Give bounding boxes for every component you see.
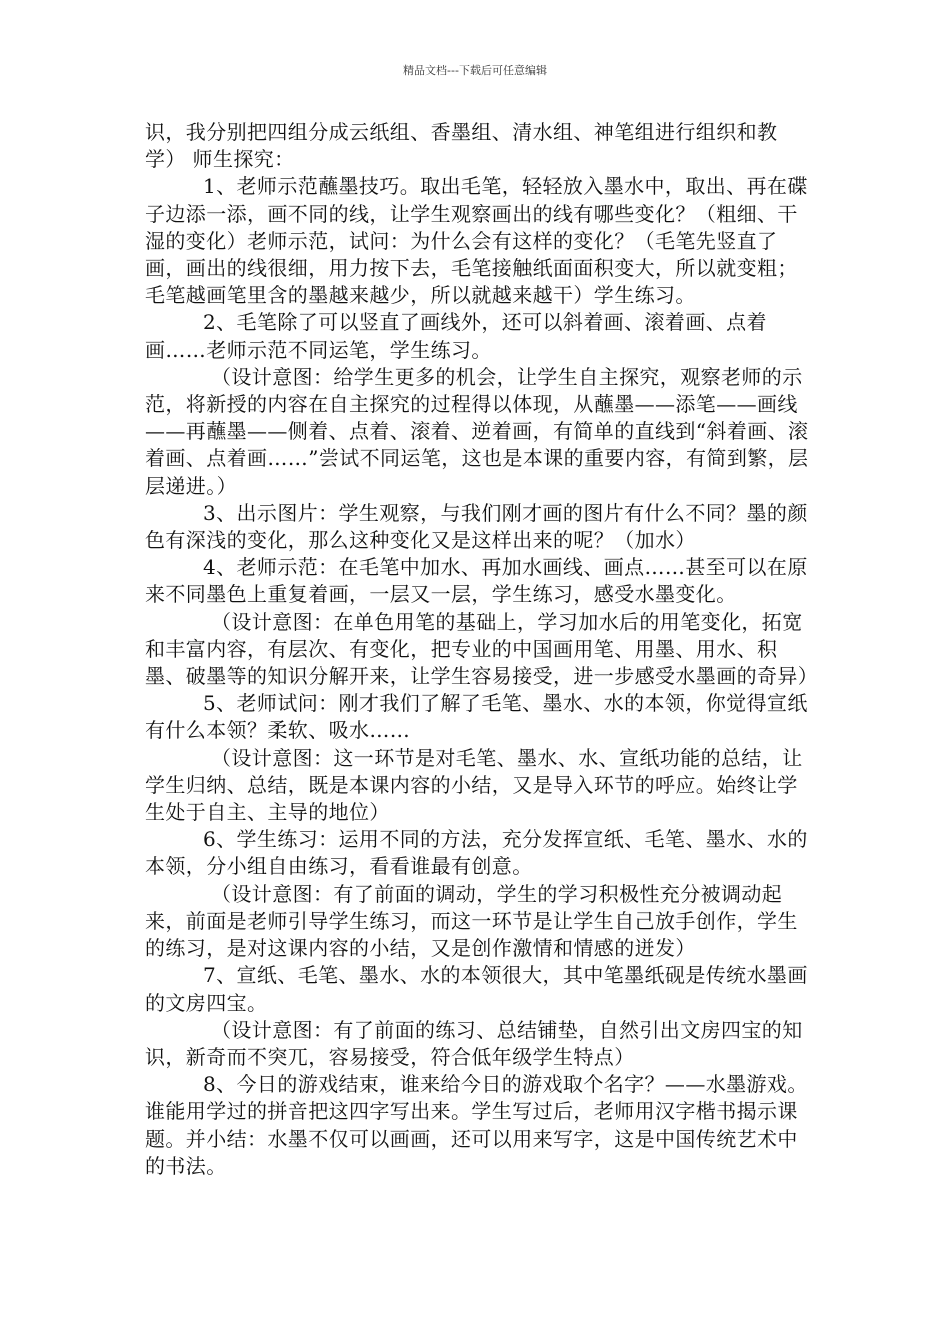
paragraph-step-4: 4、老师示范：在毛笔中加水、再加水画线、画点……甚至可以在原来不同墨色上重复着画，一层又一层，学生练习，感受水墨变化。 [145, 555, 808, 607]
paragraph-design-intent-2: （设计意图：在单色用笔的基础上，学习加水后的用笔变化，拓宽和丰富内容，有层次、有变化，把专业的中国画用笔、用墨、用水、积墨、破墨等的知识分解开来，让学生容易接受，进一步感受水墨画的奇异） [145, 609, 819, 689]
paragraph-design-intent-3: （设计意图：这一环节是对毛笔、墨水、水、宣纸功能的总结，让学生归纳、总结，既是本课内容的小结，又是导入环节的呼应。始终让学生处于自主、主导的地位） [145, 745, 803, 825]
paragraph-step-7: 7、宣纸、毛笔、墨水、水的本领很大，其中笔墨纸砚是传统水墨画的文房四宝。 [145, 963, 808, 1015]
paragraph-step-1: 1、老师示范蘸墨技巧。取出毛笔，轻轻放入墨水中，取出、再在碟子边添一添，画不同的线，让学生观察画出的线有哪些变化？（粗细、干湿的变化）老师示范，试问：为什么会有这样的变化？（毛笔先竖直了画，画出的线很细，用力按下去，毛笔接触纸面面积变大，所以就变粗；毛笔越画笔里含的墨越来越少，所以就越来越干）学生练习。 [145, 174, 808, 308]
paragraph-design-intent-4: （设计意图：有了前面的调动，学生的学习积极性充分被调动起来，前面是老师引导学生练习，而这一环节是让学生自己放手创作，学生的练习，是对这课内容的小结，又是创作激情和情感的迸发） [145, 881, 798, 961]
paragraph-step-6: 6、学生练习：运用不同的方法，充分发挥宣纸、毛笔、墨水、水的本领，分小组自由练习，看看谁最有创意。 [145, 827, 808, 879]
document-body [145, 119, 819, 1180]
paragraph-design-intent-1: （设计意图：给学生更多的机会，让学生自主探究，观察老师的示范，将新授的内容在自主探究的过程得以体现，从蘸墨——添笔——画线——再蘸墨——侧着、点着、滚着、逆着画，有简单的直线到“斜着画、滚着画、点着画……”尝试不同运笔，这也是本课的重要内容，有简到繁，层层递进。） [145, 364, 809, 498]
paragraph-step-2: 2、毛笔除了可以竖直了画线外，还可以斜着画、滚着画、点着画……老师示范不同运笔，学生练习。 [145, 310, 767, 362]
paragraph-continuation: 识，我分别把四组分成云纸组、香墨组、清水组、神笔组进行组织和教学） 师生探究： [145, 120, 778, 172]
paragraph-step-5: 5、老师试问：刚才我们了解了毛笔、墨水、水的本领，你觉得宣纸有什么本领？柔软、吸水…… [145, 691, 808, 743]
page-header: 精品文档---下载后可任意编辑 [403, 64, 547, 77]
paragraph-design-intent-5: （设计意图：有了前面的练习、总结铺垫，自然引出文房四宝的知识，新奇而不突兀，容易接受，符合低年级学生特点） [145, 1017, 803, 1069]
paragraph-step-8: 8、今日的游戏结束，谁来给今日的游戏取个名字？——水墨游戏。谁能用学过的拼音把这四字写出来。学生写过后，老师用汉字楷书揭示课题。并小结：水墨不仅可以画画，还可以用来写字，这是中国传统艺术中的书法。 [145, 1072, 808, 1178]
paragraph-step-3: 3、出示图片：学生观察，与我们刚才画的图片有什么不同？墨的颜色有深浅的变化，那么这种变化又是这样出来的呢？（加水） [145, 500, 808, 553]
